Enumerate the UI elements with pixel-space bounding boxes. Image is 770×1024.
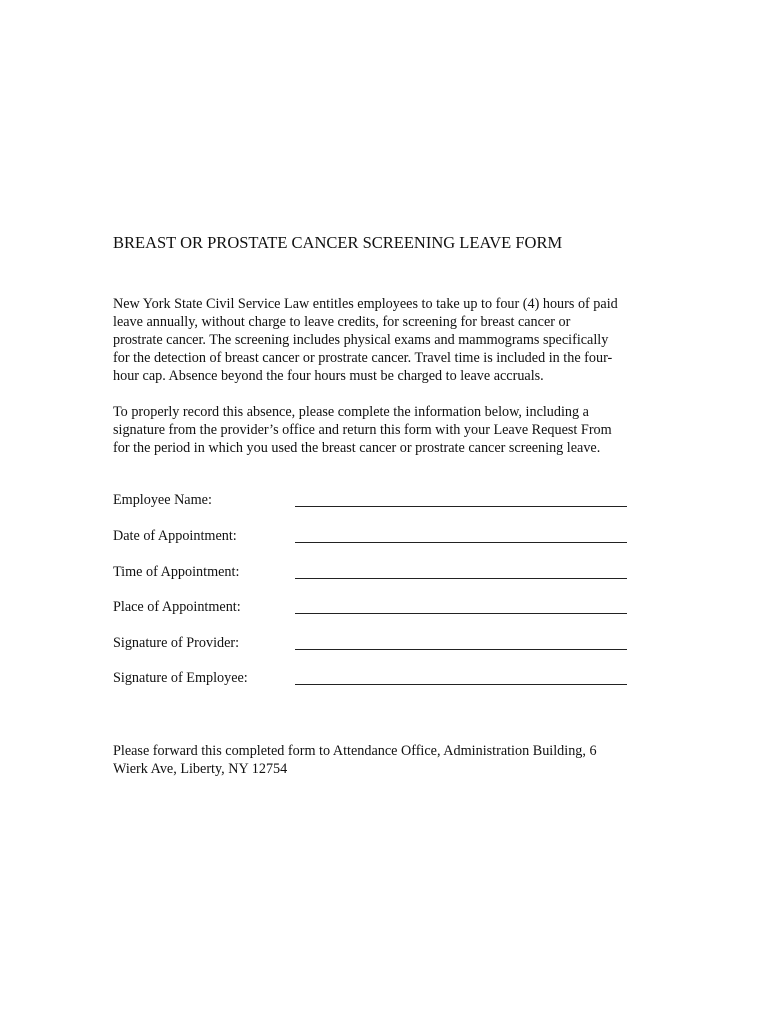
place-of-appointment-blank[interactable] (295, 613, 627, 614)
footer-paragraph (113, 742, 597, 778)
place-of-appointment-label: Place of Appointment: (113, 599, 241, 615)
time-of-appointment-blank[interactable] (295, 578, 627, 579)
paragraph-line: hour cap. Absence beyond the four hours must be charged to leave accruals. (113, 368, 544, 384)
signature-of-provider-blank[interactable] (295, 649, 627, 650)
date-of-appointment-blank[interactable] (295, 542, 627, 543)
date-of-appointment-field (113, 528, 633, 550)
paragraph-line: leave annually, without charge to leave credits, for screening for breast cancer or (113, 314, 571, 330)
signature-of-employee-label: Signature of Employee: (113, 670, 248, 686)
paragraph-line: for the period in which you used the breast cancer or prostrate cancer screening leave. (113, 440, 601, 456)
employee-name-blank[interactable] (295, 506, 627, 507)
signature-of-provider-label: Signature of Provider: (113, 635, 240, 651)
form-title: BREAST OR PROSTATE CANCER SCREENING LEAVE FORM (113, 233, 563, 252)
signature-of-employee-blank[interactable] (295, 684, 627, 685)
paragraph-line: Wierk Ave, Liberty, NY 12754 (113, 761, 288, 777)
paragraph-line: To properly record this absence, please complete the information below, including a (113, 404, 589, 420)
paragraph-line: prostrate cancer. The screening includes physical exams and mammograms specifically (113, 332, 609, 348)
intro-paragraph (113, 295, 618, 385)
time-of-appointment-label: Time of Appointment: (113, 564, 240, 580)
place-of-appointment-field (113, 599, 633, 621)
employee-name-field (113, 492, 633, 514)
signature-of-provider-field (113, 635, 633, 657)
paragraph-line: New York State Civil Service Law entitles employees to take up to four (4) hours of paid (113, 296, 618, 312)
date-of-appointment-label: Date of Appointment: (113, 528, 237, 544)
signature-of-employee-field (113, 670, 633, 692)
time-of-appointment-field (113, 564, 633, 586)
paragraph-line: Please forward this completed form to Attendance Office, Administration Building, 6 (113, 743, 597, 759)
employee-name-label: Employee Name: (113, 492, 212, 508)
paragraph-line: for the detection of breast cancer or prostrate cancer. Travel time is included in the four- (113, 350, 613, 366)
paragraph-line: signature from the provider’s office and return this form with your Leave Request From (113, 422, 612, 438)
instructions-paragraph (113, 403, 612, 457)
